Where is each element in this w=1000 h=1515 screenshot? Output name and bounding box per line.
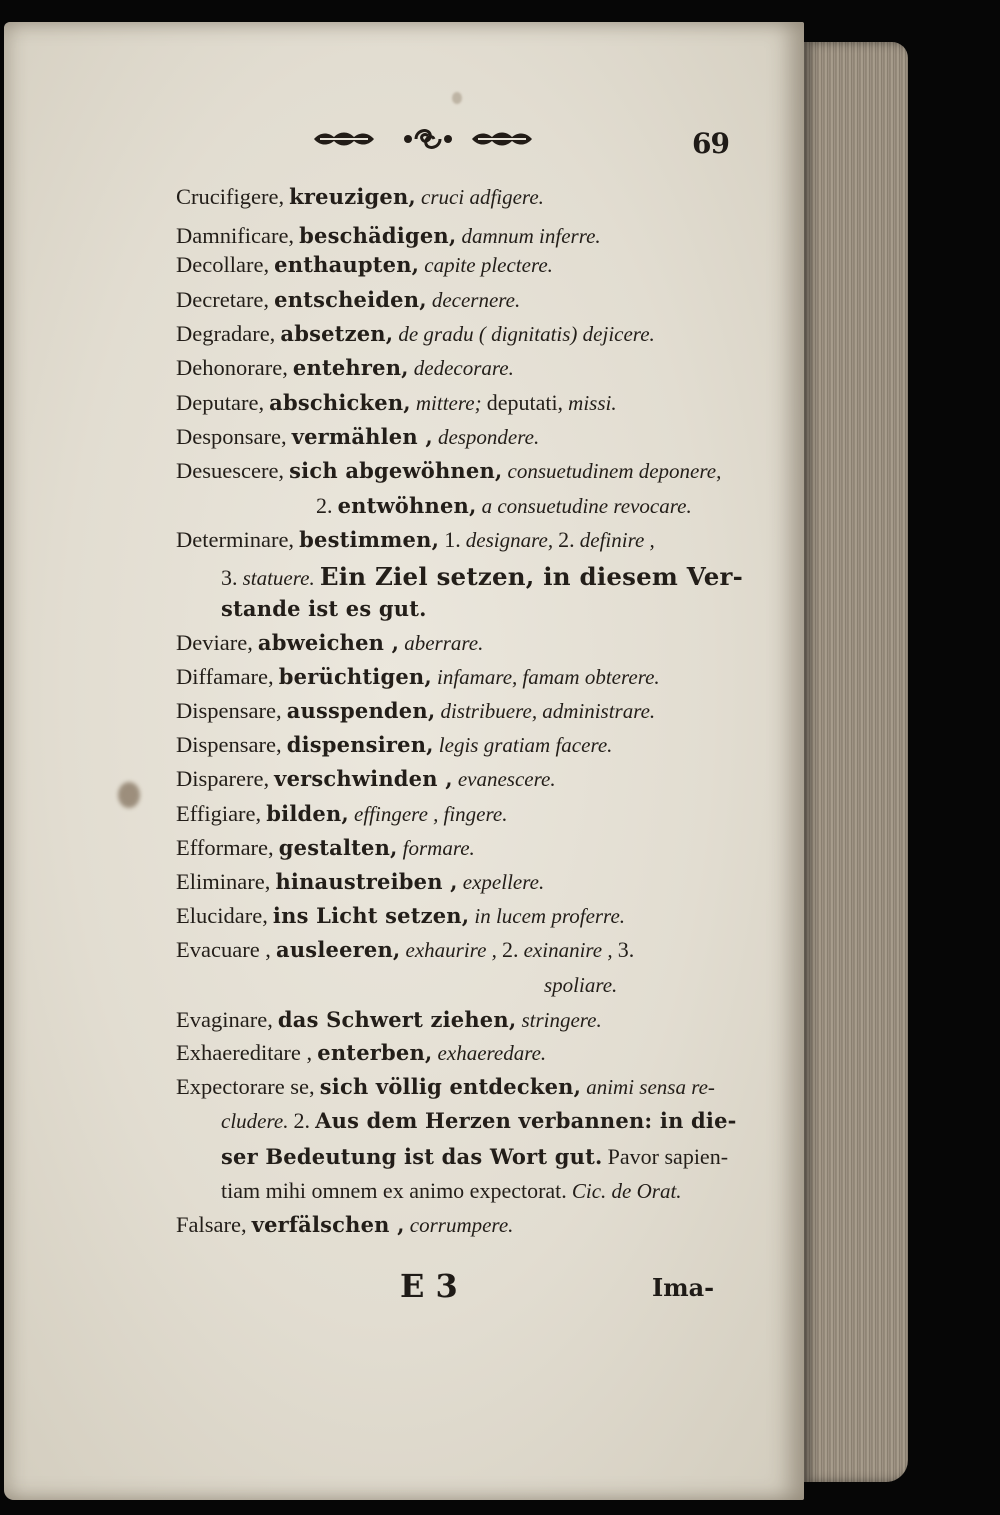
entry-line	[176, 666, 660, 689]
german-note: Aus dem Herzen verbannen: in die-	[315, 1108, 737, 1133]
entry-line	[176, 357, 514, 380]
latin-gloss: in lucem proferre.	[474, 904, 626, 928]
latin-term: Decollare,	[176, 252, 270, 277]
latin-gloss: exhaurire ,	[405, 938, 497, 962]
latin-gloss: evanescere.	[457, 767, 556, 791]
latin-term: Eliminare,	[176, 869, 271, 894]
entry-line	[176, 289, 520, 312]
latin-gloss: dedecorare.	[413, 356, 514, 380]
german-translation: beschädigen,	[299, 223, 457, 248]
german-translation: enterben,	[317, 1040, 433, 1065]
german-translation: bilden,	[266, 801, 349, 826]
german-translation: verschwinden ,	[274, 766, 453, 791]
latin-term: Decretare,	[176, 287, 270, 312]
entry-line	[176, 768, 556, 791]
german-translation: das Schwert ziehen,	[277, 1007, 517, 1032]
latin-term: Dispensare,	[176, 698, 282, 723]
entry-line	[176, 254, 553, 277]
latin-gloss: infamare,	[437, 665, 518, 689]
sense-number: 2.	[293, 1108, 311, 1133]
german-translation: ausspenden,	[286, 698, 436, 723]
page-edges	[804, 42, 908, 1482]
german-translation: entwöhnen,	[337, 493, 477, 518]
german-translation: entscheiden,	[274, 287, 427, 312]
latin-quotation: Pavor sapien-	[607, 1144, 729, 1169]
latin-term: Deviare,	[176, 630, 253, 655]
german-translation: dispensiren,	[286, 732, 434, 757]
header-ornament-right	[470, 130, 534, 148]
german-translation: kreuzigen,	[289, 184, 416, 209]
latin-term: Damnificare,	[176, 223, 295, 248]
entry-line	[176, 905, 625, 928]
latin-term: Desuescere,	[176, 458, 285, 483]
latin-term: Evaginare,	[176, 1007, 273, 1032]
latin-term: Dehonorare,	[176, 355, 288, 380]
entry-line	[176, 1009, 602, 1032]
latin-gloss: effingere ,	[354, 802, 439, 826]
catchword: Ima-	[652, 1273, 715, 1302]
latin-gloss: despondere.	[437, 425, 540, 449]
german-note: ser Bedeutung ist das Wort gut.	[221, 1144, 603, 1169]
header-ornament-left	[312, 130, 376, 148]
latin-gloss: missi.	[568, 391, 617, 415]
latin-gloss: expellere.	[462, 870, 545, 894]
sense-number: 2.	[316, 493, 333, 518]
german-translation: abschicken,	[269, 390, 411, 415]
latin-gloss: famam obterere.	[522, 665, 660, 689]
latin-gloss: capite plectere.	[424, 253, 553, 277]
latin-gloss: mittere;	[415, 391, 482, 415]
latin-gloss: corrumpere.	[409, 1213, 514, 1237]
latin-term: Disparere,	[176, 766, 270, 791]
latin-term: Diffamare,	[176, 664, 274, 689]
latin-gloss: exhaeredare.	[437, 1041, 547, 1065]
entry-line	[176, 529, 655, 552]
latin-gloss: formare.	[402, 836, 475, 860]
latin-gloss: a consuetudine revocare.	[481, 494, 692, 518]
entry-line	[176, 803, 507, 826]
german-translation: absetzen,	[280, 321, 394, 346]
german-translation: enthaupten,	[274, 252, 420, 277]
german-translation: hinaustreiben ,	[275, 869, 458, 894]
entry-continuation	[316, 495, 692, 517]
latin-term: Deputare,	[176, 390, 265, 415]
latin-term: Crucifigere,	[176, 184, 285, 209]
header-ornament-center	[400, 126, 456, 152]
latin-gloss: administrare.	[542, 699, 656, 723]
latin-quotation: tiam mihi omnem ex animo expectorat.	[221, 1178, 567, 1203]
sense-number: 2.	[502, 937, 519, 962]
latin-term: Degradare,	[176, 321, 276, 346]
entry-line	[176, 734, 612, 757]
sense-number: 1.	[444, 527, 461, 552]
latin-gloss: animi sensa re-	[586, 1075, 715, 1099]
latin-gloss: aberrare.	[404, 631, 484, 655]
entry-continuation	[221, 1110, 737, 1132]
latin-gloss: stringere.	[521, 1008, 602, 1032]
citation: Cic. de Orat.	[571, 1179, 682, 1203]
entry-line	[176, 225, 601, 248]
entry-continuation	[221, 598, 427, 619]
entry-line	[176, 426, 539, 449]
page-number: 69	[692, 127, 729, 160]
entry-line	[176, 700, 655, 723]
entry-continuation	[221, 562, 743, 591]
german-translation: sich abgewöhnen,	[289, 458, 503, 483]
latin-term: Expectorare se,	[176, 1074, 315, 1099]
entry-line	[176, 939, 634, 962]
latin-term: Falsare,	[176, 1212, 247, 1237]
latin-term: Determinare,	[176, 527, 295, 552]
latin-gloss: designare,	[465, 528, 554, 552]
german-translation: bestimmen,	[299, 527, 440, 552]
latin-term: Evacuare ,	[176, 937, 271, 962]
latin-gloss: cludere.	[221, 1109, 289, 1133]
latin-term: Effigiare,	[176, 801, 262, 826]
latin-gloss: exinanire ,	[523, 938, 613, 962]
german-translation: ins Licht setzen,	[272, 903, 470, 928]
latin-gloss: de gradu ( dignitatis) dejicere.	[398, 322, 655, 346]
entry-line	[176, 871, 544, 894]
entry-line	[176, 323, 655, 346]
latin-gloss: consuetudinem deponere,	[507, 459, 722, 483]
sense-number: 3.	[221, 565, 238, 590]
latin-gloss: definire ,	[579, 528, 655, 552]
latin-gloss: decernere.	[431, 288, 521, 312]
latin-gloss: damnum inferre.	[461, 224, 601, 248]
german-note: Ein Ziel setzen, in diesem Ver-	[319, 562, 743, 591]
latin-gloss: spoliare.	[544, 973, 618, 997]
latin-term: Elucidare,	[176, 903, 268, 928]
latin-gloss: distribuere,	[440, 699, 538, 723]
german-translation: sich völlig entdecken,	[319, 1074, 582, 1099]
signature-mark: E 3	[400, 1267, 458, 1305]
entry-line	[176, 632, 483, 655]
latin-term: Efformare,	[176, 835, 274, 860]
latin-note: deputati,	[486, 390, 564, 415]
latin-gloss: statuere.	[242, 566, 315, 590]
entry-line	[176, 460, 721, 483]
german-translation: berüchtigen,	[278, 664, 432, 689]
latin-gloss: legis gratiam facere.	[438, 733, 613, 757]
german-translation: entehren,	[292, 355, 409, 380]
german-translation: ausleeren,	[276, 937, 401, 962]
entry-line	[176, 1042, 546, 1065]
german-translation: gestalten,	[278, 835, 398, 860]
entry-continuation	[221, 1180, 682, 1202]
latin-gloss: cruci adfigere.	[421, 185, 544, 209]
german-note: stande ist es gut.	[221, 596, 427, 621]
entry-line	[176, 837, 475, 860]
latin-term: Desponsare,	[176, 424, 287, 449]
german-translation: verfälschen ,	[251, 1212, 405, 1237]
entry-line	[176, 1076, 715, 1099]
entry-line	[176, 186, 544, 209]
entry-line	[176, 1214, 513, 1237]
german-translation: abweichen ,	[257, 630, 400, 655]
sense-number: 2.	[558, 527, 575, 552]
latin-term: Dispensare,	[176, 732, 282, 757]
german-translation: vermählen ,	[291, 424, 433, 449]
latin-gloss: fingere.	[443, 802, 508, 826]
entry-continuation	[221, 1146, 728, 1168]
latin-term: Exhaereditare ,	[176, 1040, 313, 1065]
entry-continuation	[544, 975, 617, 996]
sense-number: 3.	[617, 937, 635, 962]
entry-line	[176, 392, 617, 415]
